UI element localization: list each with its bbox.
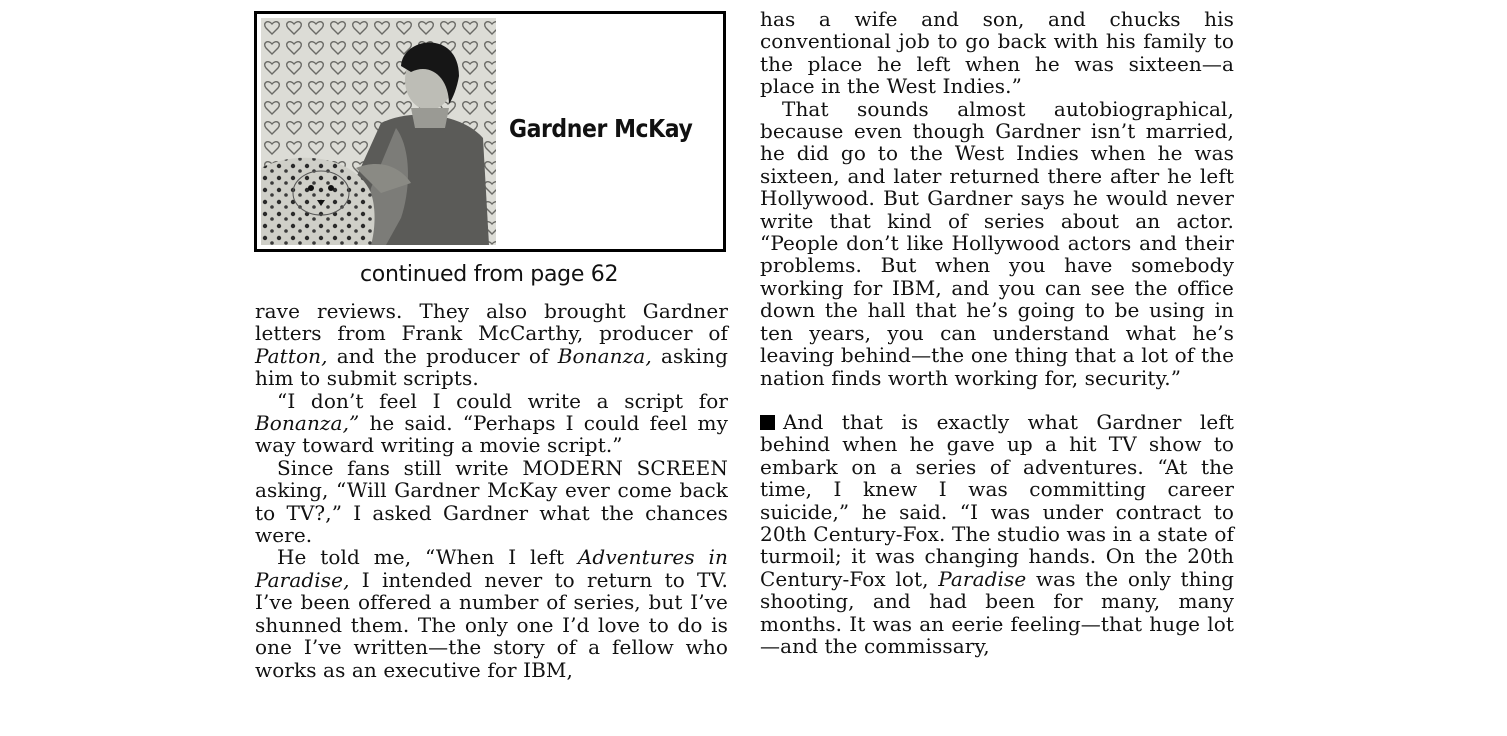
text: He told me, “When I left xyxy=(277,545,578,570)
italic-title: Adventures in Paradise, xyxy=(255,545,728,592)
italic-title: Paradise xyxy=(938,566,1027,591)
paragraph xyxy=(255,546,728,680)
text: asking him to submit scripts. xyxy=(255,343,728,391)
text: And that is exactly what Gardner left behind when he gave up a hit TV show to embark on a series of adventures. “At the time, I knew I was committing career suicide,” he said. “I was under contract to 20th Century-Fox. The studio was in a state of turmoil; it was changing hands. On the 20th Century-Fox lot, xyxy=(760,409,1234,591)
text: and the producer of xyxy=(327,343,558,368)
right-column xyxy=(760,8,1234,657)
text: “I don’t feel I could write a script for xyxy=(277,388,728,413)
portrait-illustration xyxy=(261,18,496,245)
photo-caption: Gardner McKay xyxy=(509,114,693,143)
italic-title: Bonanza,” xyxy=(255,411,360,436)
paragraph xyxy=(255,390,728,457)
italic-title: Bonanza, xyxy=(557,343,652,368)
continued-from-label: continued from page 62 xyxy=(360,262,619,287)
paragraph: has a wife and son, and chucks his conventional job to go back with his family to the place he left when he was sixteen—a place in the West Indies.” xyxy=(760,7,1234,99)
text: rave reviews. They also brought Gardner letters from Frank McCarthy, producer of xyxy=(255,299,728,346)
left-column xyxy=(255,300,728,681)
italic-title: Patton, xyxy=(255,343,328,368)
text: was the only thing shooting, and had been for many, many months. It was an eerie feeling—that huge lot—and the commissary, xyxy=(760,566,1235,658)
section-bullet-icon xyxy=(760,415,775,430)
portrait-photo xyxy=(261,18,496,245)
paragraph: That sounds almost autobiographical, because even though Gardner isn’t married, he did go to the West Indies when he was sixteen, and later returned there after he left Hollywood. But Gardner says he would never write that kind of series about an actor. “People don’t like Hollywood actors and their problems. But when you have somebody working for IBM, and you can see the office down the hall that he’s going to be using in ten years, you can understand what he’s leaving behind—the one thing that a lot of the nation finds worth working for, security.” xyxy=(760,96,1234,390)
text: I intended never to return to TV. I’ve been offered a number of series, but I’ve shunned them. The only one I’d love to do is one I’ve written—the story of a fellow who works as an executive for IBM, xyxy=(255,567,728,682)
paragraph: Since fans still write MODERN SCREEN asking, “Will Gardner McKay ever come back to TV?,” I asked Gardner what the chances were. xyxy=(255,455,728,548)
paragraph xyxy=(760,411,1234,657)
text: he said. “Perhaps I could feel my way toward writing a movie script.” xyxy=(255,411,728,458)
photo-frame xyxy=(254,11,726,252)
paragraph xyxy=(255,300,728,390)
